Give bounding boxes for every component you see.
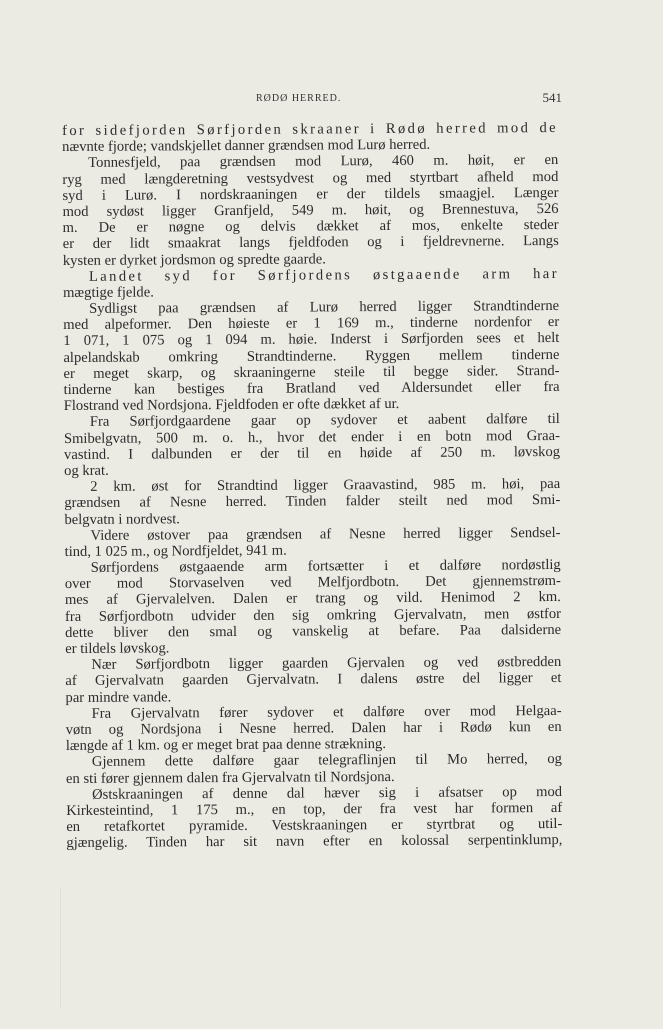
page-number: 541: [542, 90, 562, 105]
text-line: en retafkortet pyramide. Vestskraaningen er styrtbrat og util-: [66, 816, 563, 836]
text-line: nævnte fjorde; vandskjellet danner grændsen mod Lurø herred.: [62, 136, 431, 156]
text-line: mægtige fjelde.: [62, 284, 154, 301]
text-line: er tildels løvskog.: [65, 640, 170, 657]
text-line: og krat.: [64, 462, 109, 479]
text-line: Smibelgvatn, 500 m. o. h., hvor det ender i en botn mod Graa-: [63, 427, 560, 447]
text-line: Gjennem dette dalføre gaar telegraflinjen til Mo herred, og: [91, 751, 562, 771]
text-line: længde af 1 km. og er meget brat paa denne strækning.: [65, 736, 387, 755]
text-line: Flostrand ved Nordsjona. Fjeldfoden er ofte dækket af ur.: [63, 396, 400, 415]
text-line: fra Sørfjordbotn udvider den sig omkring Gjervalvatn, men østfor: [64, 605, 562, 625]
text-line: er meget skarp, og skraaningerne steile til begge sider. Strand-: [63, 362, 560, 382]
text-line: gjængelig. Tinden har sit navn efter en kolossal serpentinklump,: [66, 832, 563, 852]
text-line: mod sydøst ligger Granfjeld, 549 m. høit, og Brennestuva, 526: [62, 200, 559, 220]
text-line: alpelandskab omkring Strandtinderne. Ryggen mellem tinderne: [63, 346, 560, 366]
page-fold-shadow: [0, 889, 61, 1009]
text-line: over mod Storvaselven ved Melfjordbotn. Det gjennemstrøm-: [64, 573, 561, 593]
text-line: belgvatn i nordvest.: [64, 510, 180, 528]
text-line: for sidefjorden Sørfjorden skraaner i Rødø herred mod de: [62, 119, 559, 139]
text-line: Fra Sørfjordgaardene gaar op sydover et aabent dalføre til: [89, 411, 560, 431]
text-line: Landet syd for Sørfjordens østgaaende arm har: [88, 265, 559, 285]
text-line: med alpeformer. Den høieste er 1 169 m., tinderne nordenfor er: [63, 314, 560, 334]
text-line: en sti fører gjennem dalen fra Gjervalvatn til Nordsjona.: [65, 768, 395, 787]
text-line: Fra Gjervalvatn fører sydover et dalføre over mod Helgaa-: [91, 702, 562, 722]
text-line: vastind. I dalbunden er der til en høide af 250 m. løvskog: [63, 443, 561, 463]
text-line: af Gjervalvatn gaarden Gjervalvatn. I dalens østre del ligger et: [65, 670, 562, 690]
text-line: Sørfjordens østgaaende arm fortsætter i et dalføre nordøstlig: [90, 557, 561, 576]
text-line: 2 km. øst for Strandtind ligger Graavastind, 985 m. høi, paa: [90, 476, 561, 495]
text-line: m. De er nøgne og delvis dækket af mos, enkelte steder: [62, 217, 559, 237]
text-line: dette bliver den smal og vanskelig at befare. Paa dalsiderne: [65, 621, 562, 641]
text-line: tind, 1 025 m., og Nordfjeldet, 941 m.: [64, 542, 287, 560]
text-line: Kirkesteintind, 1 175 m., en top, der fra vest har formen af: [66, 799, 563, 819]
text-line: Videre østover paa grændsen af Nesne herred ligger Sendsel-: [90, 524, 561, 544]
text-line: ryg med længderetning vestsydvest og med styrtbart afheld mod: [62, 168, 559, 188]
text-line: vøtn og Nordsjona i Nesne herred. Dalen har i Rødø kun en: [65, 718, 562, 738]
text-line: Sydligst paa grændsen af Lurø herred ligger Strandtinderne: [89, 298, 560, 317]
body-text: [62, 120, 562, 851]
page-header: [60, 90, 560, 110]
text-line: kysten er dyrket jordsmon og spredte gaarde.: [62, 250, 326, 269]
text-line: mes af Gjervalelven. Dalen er trang og vild. Henimod 2 km.: [64, 589, 561, 609]
text-line: Nær Sørfjordbotn ligger gaarden Gjervalen og ved østbredden: [91, 654, 562, 674]
text-line: Tonnesfjeld, paa grændsen mod Lurø, 460 m. høit, er en: [88, 152, 559, 172]
text-line: grændsen af Nesne herred. Tinden falder steilt ned mod Smi-: [64, 492, 561, 512]
text-line: er der lidt smaakrat langs fjeldfoden og i fjeldrevnerne. Langs: [62, 233, 559, 253]
text-line: Østskraaningen af denne dal hæver sig i afsatser op mod: [92, 783, 563, 803]
text-line: syd i Lurø. I nordskraaningen er der tildels smaagjel. Længer: [62, 184, 559, 204]
text-line: tinderne kan bestiges fra Bratland ved Aldersundet eller fra: [63, 378, 560, 398]
text-line: par mindre vande.: [65, 688, 172, 706]
text-line: 1 071, 1 075 og 1 094 m. høie. Inderst i Sørfjorden sees et helt: [63, 330, 560, 350]
running-head: RØDØ HERRED.: [256, 93, 342, 104]
